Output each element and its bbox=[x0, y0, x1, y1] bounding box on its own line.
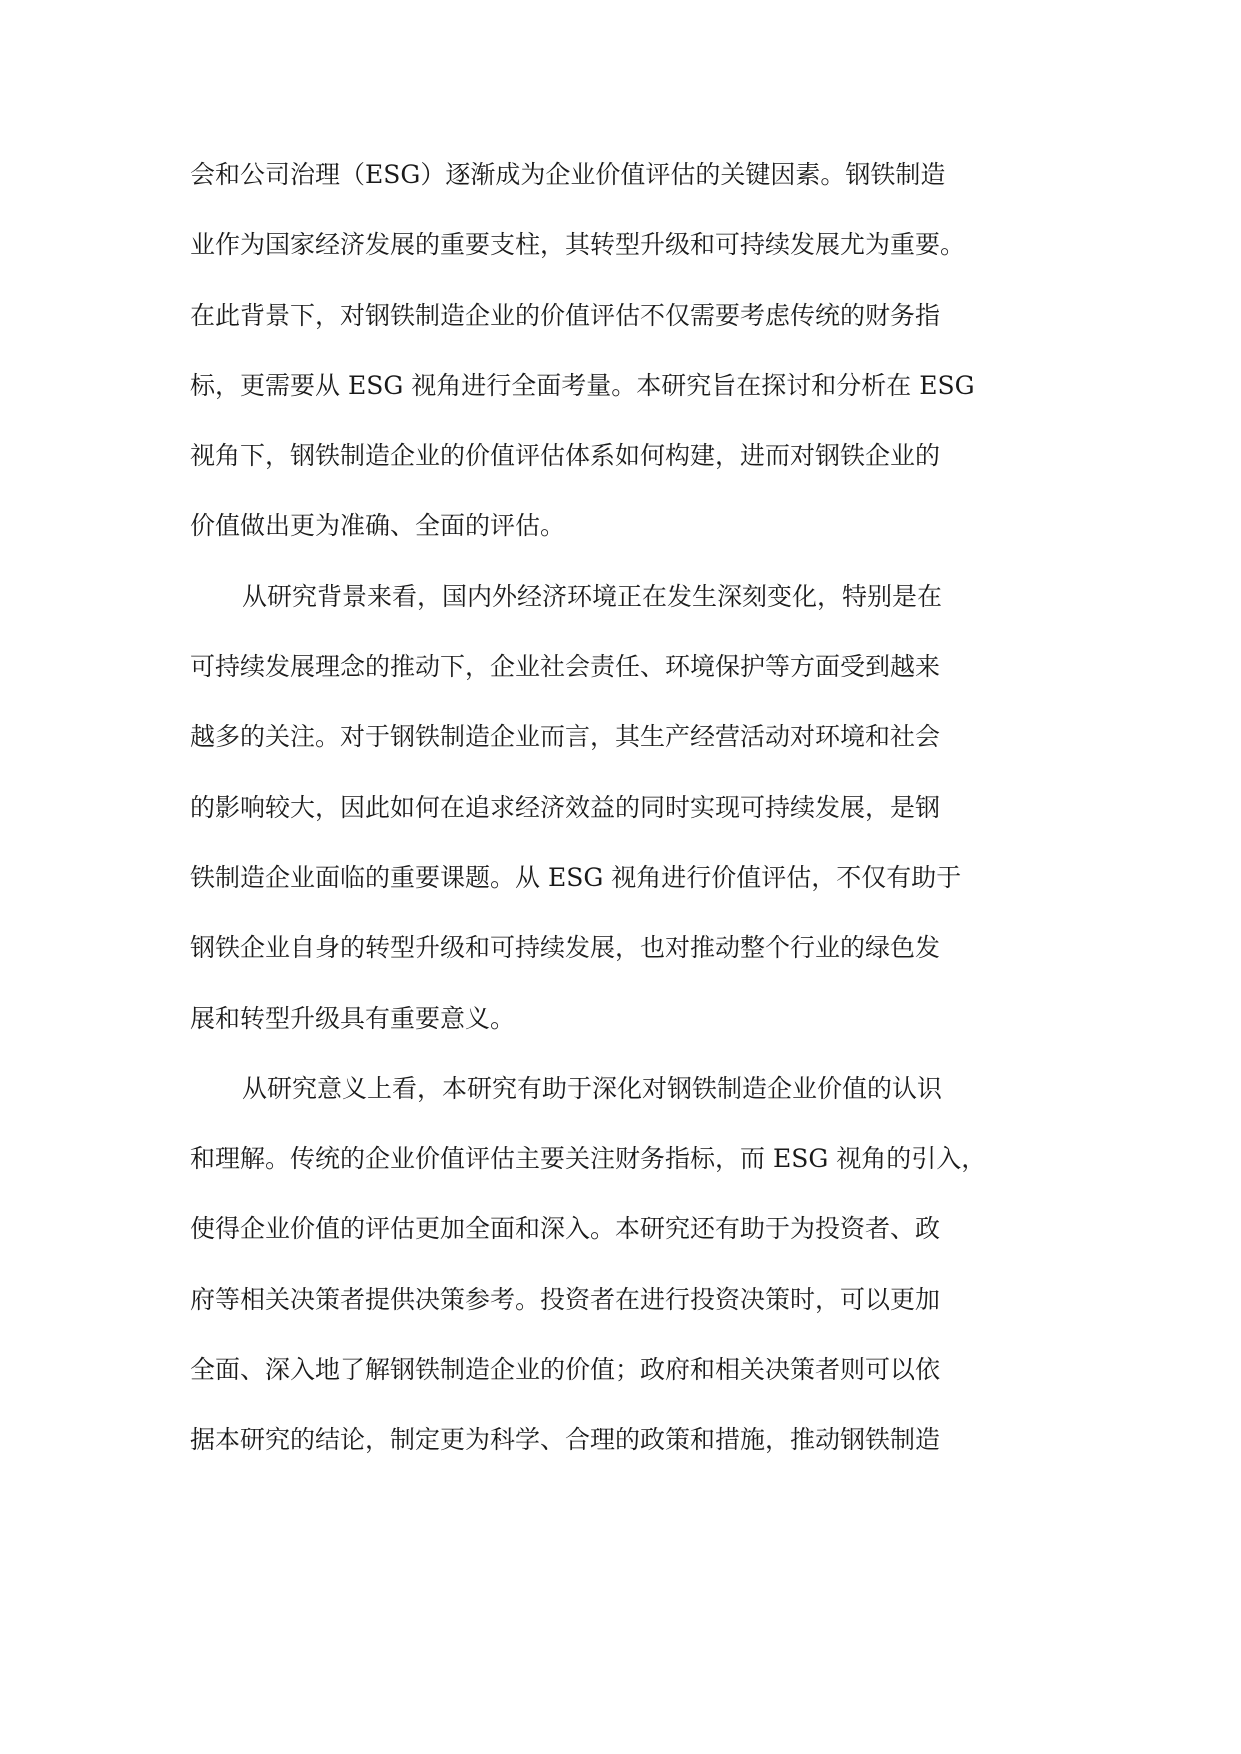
text-line: 铁制造企业面临的重要课题。从 ESG 视角进行价值评估，不仅有助于 bbox=[190, 862, 962, 892]
text-line: 从研究意义上看，本研究有助于深化对钢铁制造企业价值的认识 bbox=[242, 1073, 943, 1103]
text-line: 标，更需要从 ESG 视角进行全面考量。本研究旨在探讨和分析在 ESG bbox=[190, 370, 975, 400]
text-line: 钢铁企业自身的转型升级和可持续发展，也对推动整个行业的绿色发 bbox=[190, 933, 941, 963]
text-line: 可持续发展理念的推动下，企业社会责任、环境保护等方面受到越来 bbox=[190, 652, 941, 682]
text-line: 和理解。传统的企业价值评估主要关注财务指标，而 ESG 视角的引入， bbox=[190, 1144, 987, 1174]
text-line: 展和转型升级具有重要意义。 bbox=[190, 1003, 516, 1033]
text-line: 在此背景下，对钢铁制造企业的价值评估不仅需要考虑传统的财务指 bbox=[190, 300, 941, 330]
text-line: 会和公司治理（ESG）逐渐成为企业价值评估的关键因素。钢铁制造 bbox=[190, 160, 946, 189]
text-line: 全面、深入地了解钢铁制造企业的价值；政府和相关决策者则可以依 bbox=[190, 1355, 941, 1385]
paragraph-2 bbox=[190, 562, 1070, 1054]
text-line: 越多的关注。对于钢铁制造企业而言，其生产经营活动对环境和社会 bbox=[190, 722, 941, 752]
text-line: 府等相关决策者提供决策参考。投资者在进行投资决策时，可以更加 bbox=[190, 1284, 941, 1314]
text-line: 使得企业价值的评估更加全面和深入。本研究还有助于为投资者、政 bbox=[190, 1214, 941, 1244]
paragraph-3 bbox=[190, 1054, 1070, 1476]
text-line: 价值做出更为准确、全面的评估。 bbox=[190, 511, 566, 541]
text-line: 视角下，钢铁制造企业的价值评估体系如何构建，进而对钢铁企业的 bbox=[190, 441, 941, 471]
text-line: 据本研究的结论，制定更为科学、合理的政策和措施，推动钢铁制造 bbox=[190, 1425, 941, 1455]
text-line: 从研究背景来看，国内外经济环境正在发生深刻变化，特别是在 bbox=[242, 581, 943, 611]
body-text bbox=[190, 140, 1070, 1476]
text-line: 业作为国家经济发展的重要支柱，其转型升级和可持续发展尤为重要。 bbox=[190, 230, 966, 260]
paragraph-1 bbox=[190, 140, 1070, 562]
text-line: 的影响较大，因此如何在追求经济效益的同时实现可持续发展，是钢 bbox=[190, 792, 941, 822]
